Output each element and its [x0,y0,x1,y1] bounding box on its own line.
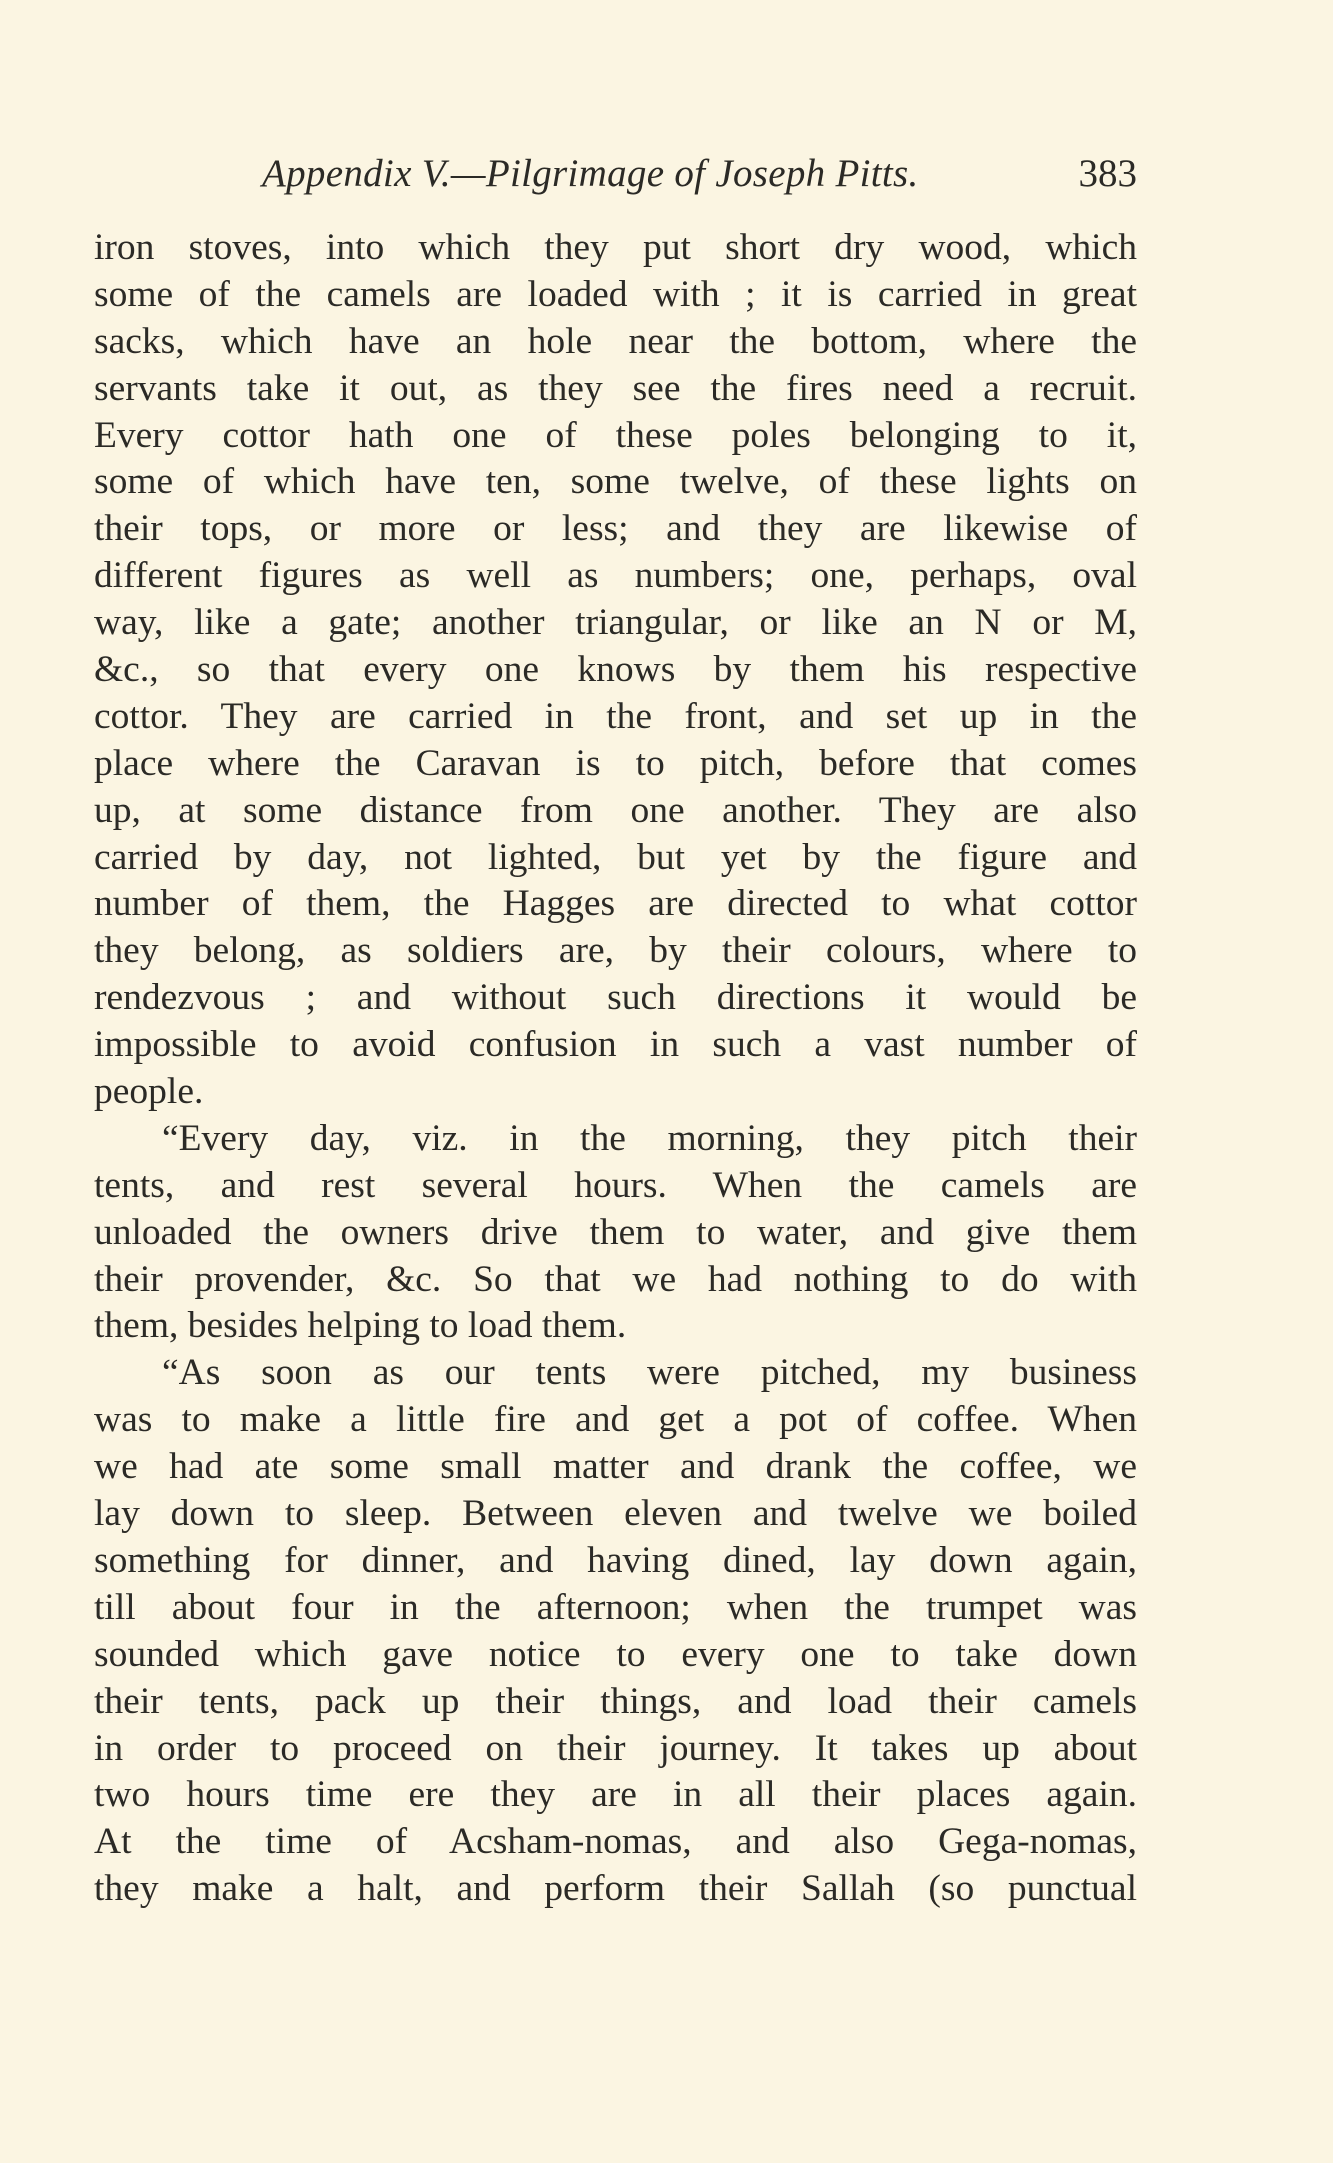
text-line: they make a halt, and perform their Sallah (so punctual [94,1868,1137,1910]
text-line: carried by day, not lighted, but yet by the figure and [94,836,1137,878]
text-line: rendezvous ; and without such directions it would be [94,977,1137,1019]
text-line: their provender, &c. So that we had nothing to do with [94,1258,1137,1300]
text-line: sacks, which have an hole near the bottom, where the [94,320,1137,362]
text-line: “Every day, viz. in the morning, they pitch their [162,1117,1137,1159]
running-title: Appendix V.—Pilgrimage of Joseph Pitts. [262,152,919,195]
text-line: they belong, as soldiers are, by their colours, where to [94,930,1137,972]
text-line: their tops, or more or less; and they are likewise of [94,508,1137,550]
paragraph [94,1116,1137,1350]
text-line: people. [94,1071,204,1113]
text-line: &c., so that every one knows by them his respective [94,649,1137,691]
text-line: impossible to avoid confusion in such a vast number of [94,1024,1137,1066]
text-line: way, like a gate; another triangular, or like an N or M, [94,602,1137,644]
paragraph [94,1350,1137,1913]
text-line: Every cottor hath one of these poles belonging to it, [94,414,1137,456]
text-line: them, besides helping to load them. [94,1305,627,1347]
text-line: some of the camels are loaded with ; it is carried in great [94,273,1137,315]
running-head [262,148,1137,200]
text-line: sounded which gave notice to every one to take down [94,1633,1137,1675]
text-line: place where the Caravan is to pitch, before that comes [94,742,1137,784]
text-line: in order to proceed on their journey. It takes up about [94,1727,1137,1769]
text-line: At the time of Acsham-nomas, and also Gega-nomas, [94,1821,1137,1863]
text-line: “As soon as our tents were pitched, my business [162,1352,1137,1394]
text-line: their tents, pack up their things, and load their camels [94,1680,1137,1722]
text-line: tents, and rest several hours. When the camels are [94,1164,1137,1206]
paragraph [94,225,1137,1116]
text-line: two hours time ere they are in all their places again. [94,1774,1137,1816]
body-text [94,225,1137,1913]
text-line: iron stoves, into which they put short dry wood, which [94,227,1137,268]
text-line: lay down to sleep. Between eleven and twelve we boiled [94,1493,1137,1535]
text-line: something for dinner, and having dined, lay down again, [94,1539,1137,1581]
text-line: different figures as well as numbers; one, perhaps, oval [94,555,1137,597]
text-line: cottor. They are carried in the front, and set up in the [94,695,1137,737]
text-line: we had ate some small matter and drank the coffee, we [94,1446,1137,1488]
text-line: till about four in the afternoon; when the trumpet was [94,1586,1137,1628]
text-line: some of which have ten, some twelve, of these lights on [94,461,1137,503]
text-line: number of them, the Hagges are directed to what cottor [94,883,1137,925]
page-number: 383 [1078,152,1137,195]
text-line: was to make a little fire and get a pot of coffee. When [94,1399,1137,1441]
text-line: unloaded the owners drive them to water, and give them [94,1211,1137,1253]
text-line: up, at some distance from one another. They are also [94,789,1137,831]
text-line: servants take it out, as they see the fires need a recruit. [94,367,1137,409]
